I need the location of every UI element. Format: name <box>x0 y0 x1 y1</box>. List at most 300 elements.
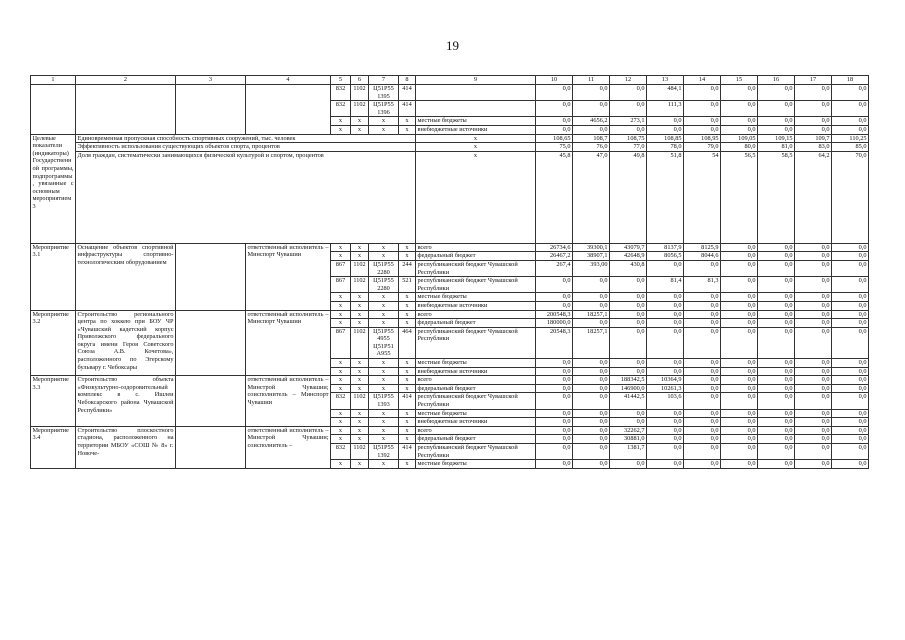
amount-cell: 0,0 <box>647 359 684 368</box>
amount-cell: 0,0 <box>758 444 795 460</box>
funding-source: всего <box>416 243 536 252</box>
section-code: x <box>351 384 369 393</box>
amount-cell: 18257,1 <box>573 310 610 319</box>
indicator-value: 109,05 <box>721 134 758 143</box>
amount-cell: 0,0 <box>536 435 573 444</box>
indicator-value: 108,65 <box>536 134 573 143</box>
amount-cell: 0,0 <box>721 435 758 444</box>
target-article-code: x <box>369 409 399 418</box>
indicator-value: 49,8 <box>610 151 647 243</box>
amount-cell: 0,0 <box>573 376 610 385</box>
funding-source: местные бюджеты <box>416 409 536 418</box>
expense-group-code: x <box>399 426 416 435</box>
amount-cell: 0,0 <box>832 327 869 358</box>
expense-group-code: 414 <box>399 85 416 101</box>
grbs-code: x <box>331 125 351 134</box>
amount-cell: 0,0 <box>536 426 573 435</box>
amount-cell: 0,0 <box>795 260 832 276</box>
amount-cell: 0,0 <box>832 243 869 252</box>
amount-cell: 0,0 <box>610 359 647 368</box>
amount-cell: 0,0 <box>721 85 758 101</box>
amount-cell: 0,0 <box>573 384 610 393</box>
amount-cell: 0,0 <box>832 418 869 427</box>
amount-cell: 0,0 <box>684 367 721 376</box>
amount-cell: 0,0 <box>684 85 721 101</box>
funding-source: федеральный бюджет <box>416 435 536 444</box>
funding-source: федеральный бюджет <box>416 319 536 328</box>
grbs-code: 867 <box>331 277 351 293</box>
amount-cell: 0,0 <box>684 359 721 368</box>
indicator-value: 75,0 <box>536 143 573 152</box>
column-number: 12 <box>610 76 647 85</box>
amount-cell: 0,0 <box>795 367 832 376</box>
expense-group-code: 414 <box>399 444 416 460</box>
grbs-code: x <box>331 117 351 126</box>
amount-cell: 0,0 <box>610 319 647 328</box>
section-code: 1102 <box>351 85 369 101</box>
section-code: x <box>351 376 369 385</box>
column-number: 17 <box>795 76 832 85</box>
grbs-code: 867 <box>331 327 351 358</box>
amount-cell: 0,0 <box>721 376 758 385</box>
amount-cell: 0,0 <box>684 376 721 385</box>
amount-cell: 188342,5 <box>610 376 647 385</box>
funding-source: внебюджетные источники <box>416 301 536 310</box>
funding-source: республиканский бюджет Чувашской Республики <box>416 260 536 276</box>
amount-cell: 484,1 <box>647 85 684 101</box>
measure-id: Мероприятие 3.3 <box>31 376 76 427</box>
grbs-code: x <box>331 426 351 435</box>
amount-cell: 0,0 <box>610 409 647 418</box>
amount-cell: 0,0 <box>795 243 832 252</box>
indicator-value: 79,0 <box>684 143 721 152</box>
amount-cell: 0,0 <box>795 293 832 302</box>
amount-cell: 0,0 <box>832 460 869 469</box>
amount-cell: 0,0 <box>647 418 684 427</box>
indicator-value: 109,15 <box>758 134 795 143</box>
section-code: x <box>351 409 369 418</box>
amount-cell: 0,0 <box>647 444 684 460</box>
column-number: 13 <box>647 76 684 85</box>
amount-cell: 111,3 <box>647 101 684 117</box>
amount-cell: 0,0 <box>795 376 832 385</box>
target-article-code: x <box>369 301 399 310</box>
amount-cell: 103,6 <box>647 393 684 409</box>
amount-cell: 0,0 <box>721 260 758 276</box>
amount-cell: 0,0 <box>573 435 610 444</box>
amount-cell: 0,0 <box>758 426 795 435</box>
funding-source: всего <box>416 310 536 319</box>
measure-id: Мероприятие 3.2 <box>31 310 76 376</box>
amount-cell: 0,0 <box>721 418 758 427</box>
amount-cell: 0,0 <box>758 367 795 376</box>
amount-cell: 0,0 <box>795 85 832 101</box>
amount-cell: 8125,9 <box>684 243 721 252</box>
amount-cell: 0,0 <box>832 252 869 261</box>
finance-row <box>31 426 869 435</box>
indicator-row <box>31 143 869 152</box>
expense-group-code: x <box>399 243 416 252</box>
section-code: 1102 <box>351 277 369 293</box>
amount-cell: 0,0 <box>573 444 610 460</box>
indicator-value: 45,8 <box>536 151 573 243</box>
amount-cell: 0,0 <box>573 293 610 302</box>
indicator-value: 47,0 <box>573 151 610 243</box>
amount-cell: 0,0 <box>832 260 869 276</box>
indicators-label: Целевые показатели (индикаторы) Государственной программы, подпрограммы, увязанные с основным мероприятием 3 <box>31 134 76 243</box>
indicator-value: 58,5 <box>758 151 795 243</box>
amount-cell: 0,0 <box>536 393 573 409</box>
amount-cell: 30881,0 <box>610 435 647 444</box>
amount-cell: 0,0 <box>832 125 869 134</box>
amount-cell: 0,0 <box>758 359 795 368</box>
amount-cell: 0,0 <box>536 418 573 427</box>
indicator-row <box>31 134 869 143</box>
amount-cell: 0,0 <box>758 293 795 302</box>
grbs-code: x <box>331 243 351 252</box>
amount-cell: 0,0 <box>721 293 758 302</box>
funding-source: местные бюджеты <box>416 460 536 469</box>
target-article-code: x <box>369 359 399 368</box>
column-number: 10 <box>536 76 573 85</box>
col-3-cell <box>176 85 246 135</box>
column-number: 9 <box>416 76 536 85</box>
expense-group-code: x <box>399 125 416 134</box>
amount-cell: 0,0 <box>758 310 795 319</box>
target-article-code: x <box>369 418 399 427</box>
amount-cell: 0,0 <box>647 327 684 358</box>
target-article-code: x <box>369 367 399 376</box>
section-code: x <box>351 435 369 444</box>
amount-cell: 0,0 <box>610 85 647 101</box>
amount-cell: 0,0 <box>832 376 869 385</box>
funding-source: местные бюджеты <box>416 359 536 368</box>
section-code: x <box>351 243 369 252</box>
amount-cell: 0,0 <box>758 327 795 358</box>
amount-cell: 273,1 <box>610 117 647 126</box>
finance-row <box>31 85 869 101</box>
amount-cell: 8137,9 <box>647 243 684 252</box>
col-4-cell <box>246 85 331 135</box>
amount-cell: 0,0 <box>832 435 869 444</box>
expense-group-code: x <box>399 319 416 328</box>
amount-cell: 0,0 <box>610 327 647 358</box>
expense-group-code: x <box>399 367 416 376</box>
amount-cell: 43079,7 <box>610 243 647 252</box>
indicator-name: Эффективность использования существующих объектов спорта, процентов <box>76 143 416 152</box>
amount-cell: 0,0 <box>647 409 684 418</box>
amount-cell: 0,0 <box>721 384 758 393</box>
budget-table <box>30 75 869 469</box>
amount-cell: 0,0 <box>795 277 832 293</box>
measure-title: Оснащение объектов спортивной инфраструктуры спортивно-технологическим оборудованием <box>76 243 176 310</box>
amount-cell: 0,0 <box>832 101 869 117</box>
grbs-code: x <box>331 384 351 393</box>
funding-source: федеральный бюджет <box>416 252 536 261</box>
indicator-value: 77,0 <box>610 143 647 152</box>
amount-cell: 0,0 <box>684 384 721 393</box>
amount-cell: 0,0 <box>573 367 610 376</box>
column-number: 1 <box>31 76 76 85</box>
amount-cell: 0,0 <box>536 293 573 302</box>
measure-title: Строительство объекта «Физкультурно-оздоровительный комплекс в с. Ишлеи Чебоксарского района Чувашской Республики» <box>76 376 176 427</box>
amount-cell: 0,0 <box>647 460 684 469</box>
target-article-code: Ц51Р55 1392 <box>369 444 399 460</box>
amount-cell: 0,0 <box>832 367 869 376</box>
section-code: x <box>351 293 369 302</box>
column-number: 11 <box>573 76 610 85</box>
amount-cell: 0,0 <box>647 426 684 435</box>
amount-cell: 0,0 <box>721 319 758 328</box>
indicator-value: 85,0 <box>832 143 869 152</box>
amount-cell: 0,0 <box>647 301 684 310</box>
amount-cell: 0,0 <box>795 117 832 126</box>
amount-cell: 0,0 <box>832 293 869 302</box>
section-code: 1102 <box>351 260 369 276</box>
indicator-value: 80,0 <box>721 143 758 152</box>
amount-cell: 0,0 <box>795 409 832 418</box>
amount-cell: 0,0 <box>795 393 832 409</box>
amount-cell: 0,0 <box>832 301 869 310</box>
funding-source: местные бюджеты <box>416 117 536 126</box>
funding-source: федеральный бюджет <box>416 384 536 393</box>
indicator-name: Доля граждан, систематически занимающихся физической культурой и спортом, процентов <box>76 151 416 243</box>
amount-cell: 0,0 <box>536 85 573 101</box>
indicator-value: 108,75 <box>610 134 647 143</box>
amount-cell: 0,0 <box>721 393 758 409</box>
finance-row <box>31 376 869 385</box>
grbs-code: 867 <box>331 260 351 276</box>
amount-cell: 0,0 <box>684 319 721 328</box>
amount-cell: 0,0 <box>573 85 610 101</box>
amount-cell: 0,0 <box>721 243 758 252</box>
col-3-cell <box>176 310 246 376</box>
amount-cell: 0,0 <box>832 310 869 319</box>
grbs-code: x <box>331 460 351 469</box>
indicator-value: 76,0 <box>573 143 610 152</box>
expense-group-code: x <box>399 460 416 469</box>
amount-cell: 0,0 <box>758 252 795 261</box>
expense-group-code: x <box>399 252 416 261</box>
amount-cell: 81,4 <box>647 277 684 293</box>
amount-cell: 0,0 <box>684 418 721 427</box>
amount-cell: 0,0 <box>573 101 610 117</box>
amount-cell: 0,0 <box>610 301 647 310</box>
amount-cell: 0,0 <box>795 101 832 117</box>
amount-cell: 0,0 <box>573 319 610 328</box>
target-article-code: x <box>369 460 399 469</box>
amount-cell: 0,0 <box>536 125 573 134</box>
column-number: 4 <box>246 76 331 85</box>
amount-cell: 0,0 <box>610 418 647 427</box>
col-3-cell <box>176 426 246 468</box>
amount-cell: 0,0 <box>684 293 721 302</box>
amount-cell: 0,0 <box>832 393 869 409</box>
amount-cell: 0,0 <box>721 327 758 358</box>
amount-cell: 0,0 <box>795 252 832 261</box>
amount-cell: 0,0 <box>684 101 721 117</box>
amount-cell: 0,0 <box>721 252 758 261</box>
amount-cell: 0,0 <box>758 117 795 126</box>
amount-cell: 180000,0 <box>536 319 573 328</box>
amount-cell: 10364,9 <box>647 376 684 385</box>
measure-executor: ответственный исполнитель – Минстрой Чувашии; соисполнитель – <box>246 426 331 468</box>
amount-cell: 0,0 <box>573 418 610 427</box>
grbs-code: 832 <box>331 101 351 117</box>
amount-cell: 0,0 <box>536 367 573 376</box>
amount-cell: 0,0 <box>647 117 684 126</box>
indicator-unit: x <box>416 134 536 143</box>
amount-cell: 0,0 <box>758 85 795 101</box>
measure-title: Строительство регионального центра по хоккею при БОУ ЧР «Чувашский кадетский корпус Приволжского федерального округа имени Героя Советского Союза А.В. Кочетова», расположенного по Эгерскому бульвару г. Чебоксары <box>76 310 176 376</box>
target-article-code: Ц51Р55 2280 <box>369 260 399 276</box>
indicator-value: 54 <box>684 151 721 243</box>
amount-cell: 0,0 <box>795 444 832 460</box>
amount-cell: 0,0 <box>721 367 758 376</box>
section-code: x <box>351 460 369 469</box>
target-article-code: x <box>369 376 399 385</box>
amount-cell: 0,0 <box>795 310 832 319</box>
amount-cell: 0,0 <box>684 310 721 319</box>
amount-cell: 26734,6 <box>536 243 573 252</box>
amount-cell: 0,0 <box>536 101 573 117</box>
amount-cell: 0,0 <box>721 359 758 368</box>
target-article-code: Ц51Р55 1396 <box>369 101 399 117</box>
funding-source: местные бюджеты <box>416 293 536 302</box>
amount-cell: 0,0 <box>795 418 832 427</box>
amount-cell: 0,0 <box>795 319 832 328</box>
section-code: 1102 <box>351 444 369 460</box>
amount-cell: 0,0 <box>721 277 758 293</box>
amount-cell: 0,0 <box>832 426 869 435</box>
indicator-value: 108,85 <box>647 134 684 143</box>
amount-cell: 0,0 <box>795 435 832 444</box>
indicator-value: 108,95 <box>684 134 721 143</box>
amount-cell: 0,0 <box>758 260 795 276</box>
amount-cell: 393,00 <box>573 260 610 276</box>
expense-group-code: x <box>399 435 416 444</box>
grbs-code: 832 <box>331 85 351 101</box>
amount-cell: 0,0 <box>721 460 758 469</box>
amount-cell: 0,0 <box>647 367 684 376</box>
indicator-value: 81,0 <box>758 143 795 152</box>
amount-cell: 0,0 <box>832 359 869 368</box>
amount-cell: 0,0 <box>721 125 758 134</box>
amount-cell: 0,0 <box>721 101 758 117</box>
amount-cell: 0,0 <box>795 359 832 368</box>
column-number: 8 <box>399 76 416 85</box>
measure-title: Строительство плоскостного стадиона, расположенного на территории МБОУ «СОШ № 8» г. Новоче- <box>76 426 176 468</box>
indicator-row <box>31 151 869 243</box>
indicator-value: 109,7 <box>795 134 832 143</box>
funding-source: республиканский бюджет Чувашской Республики <box>416 393 536 409</box>
funding-source: всего <box>416 376 536 385</box>
finance-row <box>31 310 869 319</box>
target-article-code: Ц51Р55 4955 Ц51Р51 А955 <box>369 327 399 358</box>
amount-cell: 0,0 <box>832 444 869 460</box>
funding-source: республиканский бюджет Чувашской Республики <box>416 444 536 460</box>
amount-cell: 0,0 <box>758 418 795 427</box>
section-code: x <box>351 418 369 427</box>
grbs-code: x <box>331 252 351 261</box>
amount-cell: 0,0 <box>832 85 869 101</box>
target-article-code: x <box>369 319 399 328</box>
amount-cell: 0,0 <box>647 435 684 444</box>
amount-cell: 32262,7 <box>610 426 647 435</box>
amount-cell: 0,0 <box>610 101 647 117</box>
amount-cell: 0,0 <box>684 409 721 418</box>
expense-group-code: 464 <box>399 327 416 358</box>
amount-cell: 0,0 <box>758 243 795 252</box>
indicator-value: 78,0 <box>647 143 684 152</box>
column-number: 18 <box>832 76 869 85</box>
indicator-unit: x <box>416 143 536 152</box>
grbs-code: 832 <box>331 393 351 409</box>
target-article-code: x <box>369 117 399 126</box>
amount-cell: 0,0 <box>573 277 610 293</box>
expense-group-code: x <box>399 384 416 393</box>
amount-cell: 0,0 <box>721 310 758 319</box>
amount-cell: 0,0 <box>536 277 573 293</box>
amount-cell: 0,0 <box>758 460 795 469</box>
column-number: 7 <box>369 76 399 85</box>
expense-group-code: 244 <box>399 260 416 276</box>
target-article-code: x <box>369 426 399 435</box>
grbs-code: x <box>331 435 351 444</box>
amount-cell: 0,0 <box>832 277 869 293</box>
amount-cell: 267,4 <box>536 260 573 276</box>
amount-cell: 0,0 <box>721 409 758 418</box>
measure-id: Мероприятие 3.4 <box>31 426 76 468</box>
indicator-name: Единовременная пропускная способность спортивных сооружений, тыс. человек <box>76 134 416 143</box>
amount-cell: 41442,5 <box>610 393 647 409</box>
amount-cell: 0,0 <box>536 359 573 368</box>
amount-cell: 0,0 <box>721 426 758 435</box>
amount-cell: 200548,3 <box>536 310 573 319</box>
expense-group-code: x <box>399 301 416 310</box>
section-code: x <box>351 125 369 134</box>
amount-cell: 18257,1 <box>573 327 610 358</box>
amount-cell: 0,0 <box>795 125 832 134</box>
amount-cell: 0,0 <box>647 319 684 328</box>
amount-cell: 38907,1 <box>573 252 610 261</box>
amount-cell: 4656,2 <box>573 117 610 126</box>
amount-cell: 0,0 <box>573 409 610 418</box>
amount-cell: 0,0 <box>795 426 832 435</box>
amount-cell: 0,0 <box>758 101 795 117</box>
funding-source: республиканский бюджет Чувашской Республики <box>416 327 536 358</box>
amount-cell: 0,0 <box>758 435 795 444</box>
target-article-code: Ц51Р55 2280 <box>369 277 399 293</box>
column-number: 3 <box>176 76 246 85</box>
amount-cell: 0,0 <box>795 460 832 469</box>
target-article-code: x <box>369 293 399 302</box>
amount-cell: 0,0 <box>684 393 721 409</box>
amount-cell: 0,0 <box>832 409 869 418</box>
amount-cell: 0,0 <box>684 260 721 276</box>
column-number: 6 <box>351 76 369 85</box>
section-code: x <box>351 319 369 328</box>
section-code: 1102 <box>351 101 369 117</box>
col-2-cell <box>76 85 176 135</box>
target-article-code: x <box>369 252 399 261</box>
measure-id: Мероприятие 3.1 <box>31 243 76 310</box>
grbs-code: x <box>331 293 351 302</box>
amount-cell: 0,0 <box>684 301 721 310</box>
amount-cell: 0,0 <box>832 117 869 126</box>
amount-cell: 430,8 <box>610 260 647 276</box>
amount-cell: 0,0 <box>536 384 573 393</box>
